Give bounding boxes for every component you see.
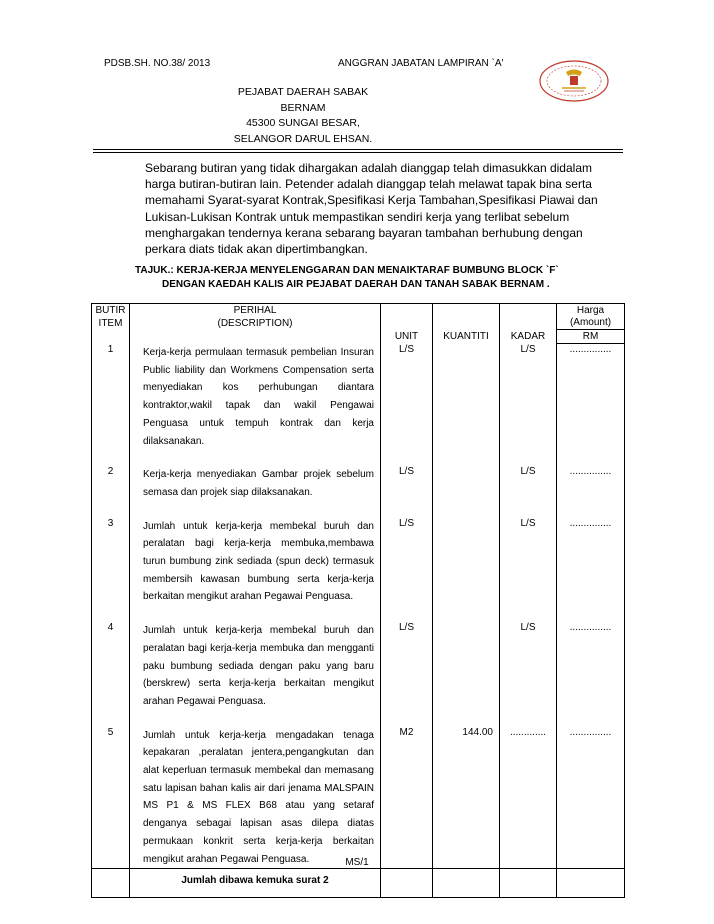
item-number: 5 — [92, 711, 130, 869]
footer-spacer — [500, 869, 557, 898]
document-reference: PDSB.SH. NO.38/ 2013 — [104, 58, 211, 69]
office-address — [218, 85, 388, 147]
item-amount: ............... — [557, 450, 625, 501]
item-rate: L/S — [500, 606, 557, 711]
appendix-label: ANGGRAN JABATAN LAMPIRAN `A' — [338, 58, 504, 69]
item-quantity: 144.00 — [433, 711, 500, 869]
header-rate: KADAR — [500, 304, 557, 345]
table-row — [92, 450, 625, 501]
item-amount: ............... — [557, 711, 625, 869]
project-title — [135, 264, 615, 291]
item-description: Kerja-kerja permulaan termasuk pembelian Insuran Public liability dan Workmens Compensation serta menyediakan kos perhubungan diantara kontraktor,wakil tapak dan wakil Pengawai Penguasa untuk tempuh kontrak dan kerja dilaksanakan. — [130, 344, 381, 450]
item-unit: L/S — [381, 344, 433, 450]
address-line: PEJABAT DAERAH SABAK BERNAM — [237, 86, 369, 114]
item-description: Kerja-kerja menyediakan Gambar projek sebelum semasa dan projek siap dilaksanakan. — [130, 450, 381, 501]
item-quantity — [433, 450, 500, 501]
footer-spacer — [92, 869, 130, 898]
item-unit: L/S — [381, 450, 433, 501]
header-currency: RM — [557, 329, 624, 344]
item-rate: L/S — [500, 450, 557, 501]
item-number: 4 — [92, 606, 130, 711]
title-line-1: TAJUK.: KERJA-KERJA MENYELENGGARAN DAN MENAIKTARAF BUMBUNG BLOCK `F` — [135, 265, 559, 276]
header-amount-label: Harga — [576, 305, 605, 316]
item-rate: L/S — [500, 502, 557, 607]
title-line-2: DENGAN KAEDAH KALIS AIR PEJABAT DAERAH DAN TANAH SABAK BERNAM . — [162, 278, 550, 290]
table-row — [92, 606, 625, 711]
bill-of-quantities-table — [91, 303, 625, 898]
header-description — [130, 304, 381, 345]
item-unit: M2 — [381, 711, 433, 869]
item-description: Jumlah untuk kerja-kerja membekal buruh dan peralatan bagi kerja-kerja membuka,membawa turun bumbung zink sediada (spun deck) termasuk membersih kawasan bumbung serta kerja-kerja berkaitan mengikut arahan Pegawai Penguasa. — [130, 502, 381, 607]
intro-paragraph: Sebarang butiran yang tidak dihargakan adalah dianggap telah dimasukkan didalam harga butiran-butiran lain. Petender adalah dianggap telah melawat tapak bina serta memahami Syarat-syarat Kontrak,Spesifikasi Kerja Tambahan,Spesifikasi Piawai dan Lukisan-Lukisan Kontrak untuk mempastikan sendiri kerja yang terlibat sebelum menghargakan tendernya kerana sebarang bayaran tambahan berhubung dengan perkara diats tidak akan dipertimbangkan. — [145, 161, 598, 257]
header-quantity: KUANTITI — [433, 304, 500, 345]
table-row — [92, 711, 625, 869]
footer-spacer — [381, 869, 433, 898]
header-desc-label: PERIHAL — [233, 305, 277, 316]
item-number: 1 — [92, 344, 130, 450]
header-divider — [93, 149, 623, 150]
item-amount: ............... — [557, 606, 625, 711]
item-quantity — [433, 344, 500, 450]
address-line: 45300 SUNGAI BESAR, — [246, 117, 360, 129]
header-amount — [557, 304, 625, 345]
footer-amount — [557, 869, 625, 898]
item-number: 2 — [92, 450, 130, 501]
footer-spacer — [433, 869, 500, 898]
header-unit: UNIT — [381, 304, 433, 345]
header-item — [92, 304, 130, 345]
item-unit: L/S — [381, 606, 433, 711]
item-amount: ............... — [557, 344, 625, 450]
item-unit: L/S — [381, 502, 433, 607]
item-amount: ............... — [557, 502, 625, 607]
item-description: Jumlah untuk kerja-kerja membekal buruh dan peralatan bagi kerja-kerja membuka dan mengganti paku bumbung sediada dengan paku yang baru (berskrew) serta kerja-kerja berkaitan mengikut arahan Pegawai Penguasa. — [130, 606, 381, 711]
office-seal-logo — [536, 58, 612, 104]
table-header-row — [92, 304, 625, 345]
carried-forward-label: Jumlah dibawa kemuka surat 2 — [130, 869, 381, 898]
header-divider — [93, 152, 623, 153]
table-row — [92, 344, 625, 450]
page-number: MS/1 — [345, 857, 369, 868]
table-row — [92, 502, 625, 607]
header-item-label: BUTIR — [95, 305, 126, 316]
item-rate: ............. — [500, 711, 557, 869]
table-footer-row — [92, 869, 625, 898]
item-description: Jumlah untuk kerja-kerja mengadakan tenaga kepakaran ,peralatan jentera,pengangkutan dan alat keperluan termasuk membekal dan memasang satu lapisan bahan kalis air dari jenama MALSPAIN MS P1 & MS FLEX B68 atau yang setaraf denganya sebagai lapisan asas dilepa diatas permukaan konkrit serta kerja-kerja berkaitan mengikut arahan Pegawai Penguasa. — [130, 711, 381, 869]
header-amount-label-en: (Amount) — [569, 317, 612, 328]
item-quantity — [433, 606, 500, 711]
item-number: 3 — [92, 502, 130, 607]
header-desc-label-en: (DESCRIPTION) — [217, 318, 293, 329]
item-quantity — [433, 502, 500, 607]
item-rate: L/S — [500, 344, 557, 450]
address-line: SELANGOR DARUL EHSAN. — [233, 132, 373, 145]
header-item-label-en: ITEM — [98, 318, 123, 329]
